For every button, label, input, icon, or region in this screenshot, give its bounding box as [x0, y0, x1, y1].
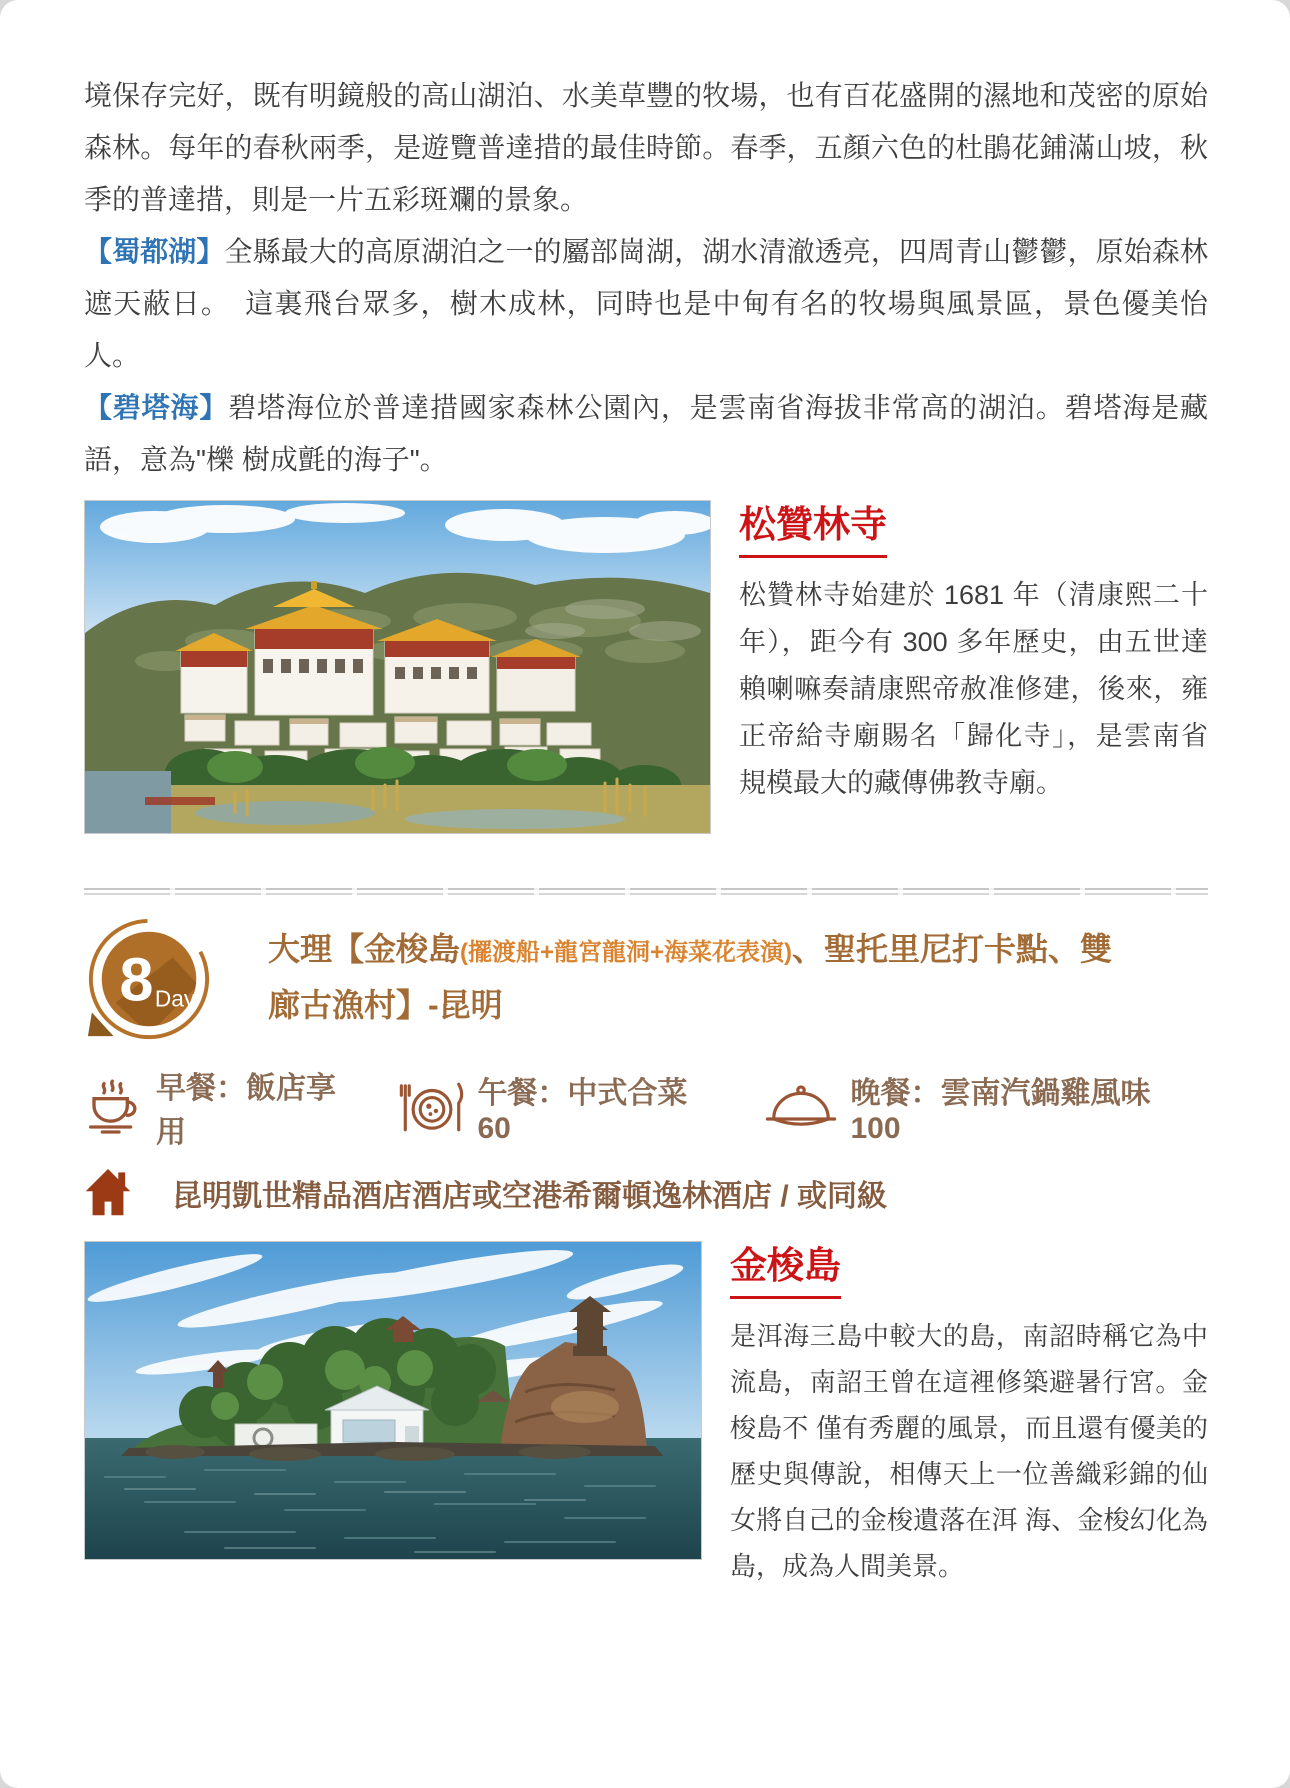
jinsuo-title: 金梭島 — [730, 1245, 841, 1299]
bita-lake-text: 碧塔海位於普達措國家森林公園內，是雲南省海拔非常高的湖泊。碧塔海是藏語，意為"櫟 樹成氈的海子"。 — [84, 392, 1208, 475]
day8-header — [84, 915, 1208, 1047]
intro-paragraph: 境保存完好，既有明鏡般的高山湖泊、水美草豐的牧場，也有百花盛開的濕地和茂密的原始森林。每年的春秋兩季，是遊覽普達措的最佳時節。春季，五顏六色的杜鵑花鋪滿山坡，秋季的普達措，則是一片五彩斑斕的景象。 — [84, 80, 1208, 215]
dinner-label: 晚餐：雲南汽鍋雞風味 100 — [850, 1077, 1151, 1145]
svg-text:Day: Day — [154, 985, 196, 1012]
songzanlin-photo-illustration — [85, 501, 710, 833]
meal-row — [84, 1063, 1208, 1151]
hotel-row — [84, 1167, 1208, 1219]
songzanlin-text-column — [739, 500, 1208, 807]
coffee-cup-icon — [84, 1078, 144, 1136]
section-divider — [84, 888, 1208, 895]
divider-line-top — [84, 888, 1208, 890]
songzanlin-description: 松贊林寺始建於 1681 年（清康熙二十年），距今有 300 多年歷史，由五世達賴喇嘛奏請康熙帝赦准修建，後來，雍正帝給寺廟賜名「歸化寺」，是雲南省規模最大的藏傳佛教寺廟。 — [739, 579, 1208, 798]
shudu-lake-text: 全縣最大的高原湖泊之一的屬部崗湖，湖水清澈透亮，四周青山鬱鬱，原始森林遮天蔽日。 這裏飛台眾多，樹木成林，同時也是中甸有名的牧場與風景區，景色優美怡人。 — [84, 236, 1208, 371]
jinsuo-photo-illustration — [85, 1242, 701, 1559]
dinner-item — [763, 1068, 1209, 1146]
day8-title-paren: (擺渡船+龍宮龍洞+海菜花表演) — [460, 939, 793, 966]
hotel-label: 昆明凱世精品酒店酒店或空港希爾頓逸林酒店 / 或同級 — [172, 1180, 888, 1213]
plate-cutlery-icon — [399, 1079, 465, 1135]
songzanlin-photo — [84, 500, 711, 834]
breakfast-label: 早餐：飯店享用 — [156, 1072, 336, 1149]
breakfast-item — [84, 1063, 365, 1151]
shudu-lake-paragraph — [84, 226, 1208, 382]
day-badge-icon — [84, 915, 214, 1047]
svg-text:8: 8 — [119, 945, 154, 1014]
bita-lake-label: 【碧塔海】 — [84, 392, 229, 423]
day8-title-part1: 大理【金梭島 — [268, 931, 461, 967]
jinsuo-description: 是洱海三島中較大的島，南詔時稱它為中流島，南詔王曾在這裡修築避暑行宮。金梭島不 僅有秀麗的風景，而且還有優美的歷史與傳說，相傳天上一位善織彩錦的仙女將自己的金梭遺落在洱 海、金梭幻化為島，成為人間美景。 — [730, 1320, 1208, 1581]
divider-line-bottom — [84, 893, 1208, 895]
day8-title-part2: 、聖托里尼打卡點、雙廊古漁村】-昆明 — [268, 931, 1113, 1023]
lunch-item — [399, 1068, 728, 1146]
jinsuo-photo — [84, 1241, 702, 1560]
day8-title — [268, 915, 1120, 1031]
songzanlin-section — [84, 500, 1208, 834]
jinsuo-text-column — [730, 1241, 1208, 1589]
bita-lake-paragraph — [84, 382, 1208, 486]
day8-badge — [84, 915, 214, 1047]
cloche-icon — [763, 1083, 839, 1131]
jinsuo-section — [84, 1241, 1208, 1589]
home-icon — [84, 1167, 132, 1219]
lunch-label: 午餐：中式合菜 60 — [477, 1077, 688, 1145]
songzanlin-title: 松贊林寺 — [739, 504, 887, 558]
shudu-lake-label: 【蜀都湖】 — [84, 236, 225, 267]
